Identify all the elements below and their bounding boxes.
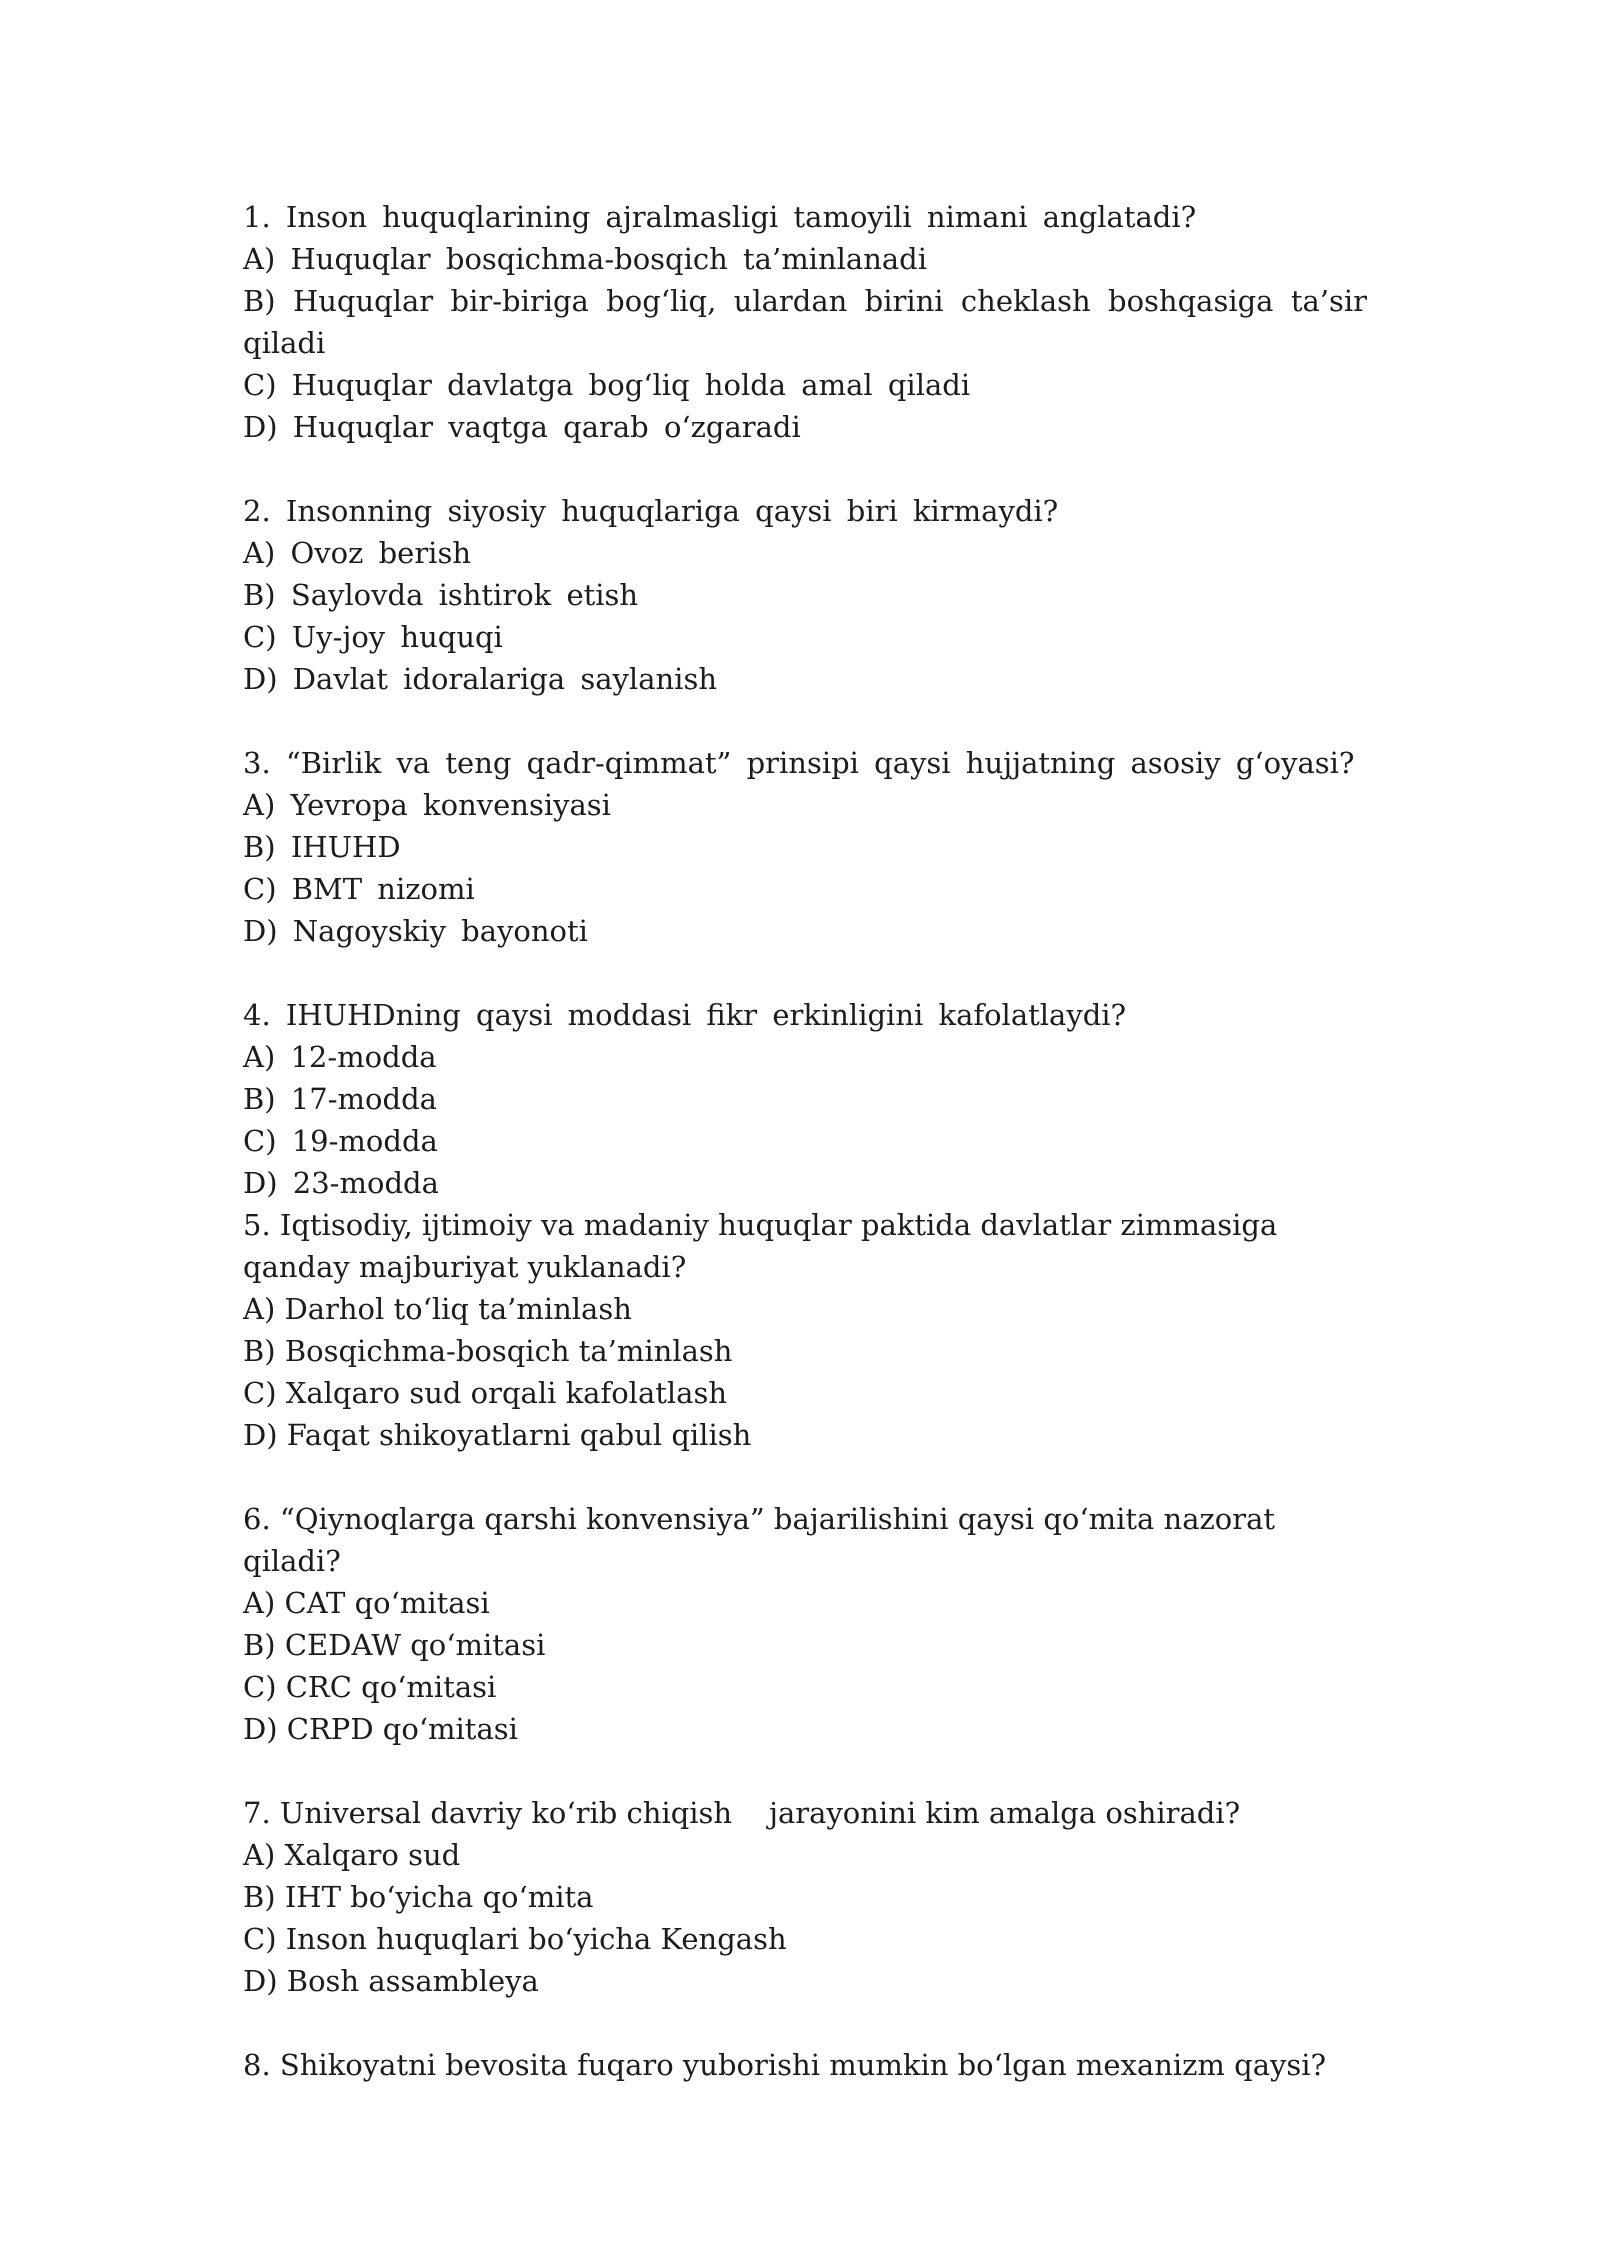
question-4-text: 4. IHUHDning qaysi moddasi fikr erkinligini kafolatlaydi? [243, 998, 1127, 1032]
question-6-option-d: D) CRPD qo‘mitasi [243, 1712, 518, 1746]
question-7 [243, 1792, 1367, 2002]
question-3 [243, 742, 1367, 952]
question-7-option-c: C) Inson huquqlari bo‘yicha Kengash [243, 1922, 787, 1956]
question-2-option-c: C) Uy-joy huquqi [243, 620, 503, 654]
question-list [243, 196, 1367, 2086]
question-7-text: 7. Universal davriy ko‘rib chiqish jarayonini kim amalga oshiradi? [243, 1796, 1241, 1830]
question-5-option-c: C) Xalqaro sud orqali kafolatlash [243, 1376, 728, 1410]
question-6-option-b: B) CEDAW qo‘mitasi [243, 1628, 546, 1662]
question-5-option-b: B) Bosqichma-bosqich ta’minlash [243, 1334, 733, 1368]
question-5-option-a: A) Darhol to‘liq ta’minlash [243, 1292, 632, 1326]
question-2-option-a: A) Ovoz berish [243, 536, 472, 570]
question-4-option-c: C) 19-modda [243, 1124, 438, 1158]
question-1-option-c: C) Huquqlar davlatga bog‘liq holda amal qiladi [243, 368, 971, 402]
question-3-option-b: B) IHUHD [243, 830, 401, 864]
question-7-option-b: B) IHT bo‘yicha qo‘mita [243, 1880, 594, 1914]
question-1-option-d: D) Huquqlar vaqtga qarab o‘zgaradi [243, 410, 801, 444]
question-4-option-a: A) 12-modda [243, 1040, 437, 1074]
question-8-text: 8. Shikoyatni bevosita fuqaro yuborishi mumkin bo‘lgan mexanizm qaysi? [243, 2048, 1327, 2082]
question-5-option-d: D) Faqat shikoyatlarni qabul qilish [243, 1418, 752, 1452]
question-3-option-a: A) Yevropa konvensiyasi [243, 788, 611, 822]
question-2-option-d: D) Davlat idoralariga saylanish [243, 662, 717, 696]
question-2-text: 2. Insonning siyosiy huquqlariga qaysi biri kirmaydi? [243, 494, 1059, 528]
question-5 [243, 1204, 1367, 1456]
question-4-option-b: B) 17-modda [243, 1082, 437, 1116]
question-6 [243, 1498, 1367, 1750]
question-3-text: 3. “Birlik va teng qadr-qimmat” prinsipi qaysi hujjatning asosiy g‘oyasi? [243, 746, 1355, 780]
question-4 [243, 994, 1367, 1204]
question-8 [243, 2044, 1367, 2086]
question-4-option-d: D) 23-modda [243, 1166, 439, 1200]
question-1-option-b: B) Huquqlar bir-biriga bog‘liq, ulardan birini cheklash boshqasiga ta’sir qiladi [243, 284, 1367, 360]
question-6-option-a: A) CAT qo‘mitasi [243, 1586, 490, 1620]
question-1-text: 1. Inson huquqlarining ajralmasligi tamoyili nimani anglatadi? [243, 200, 1197, 234]
question-1-option-a: A) Huquqlar bosqichma-bosqich ta’minlanadi [243, 242, 928, 276]
question-6-option-c: C) CRC qo‘mitasi [243, 1670, 497, 1704]
question-7-option-d: D) Bosh assambleya [243, 1964, 539, 1998]
question-7-option-a: A) Xalqaro sud [243, 1838, 461, 1872]
question-3-option-c: C) BMT nizomi [243, 872, 475, 906]
question-3-option-d: D) Nagoyskiy bayonoti [243, 914, 588, 948]
question-2-option-b: B) Saylovda ishtirok etish [243, 578, 639, 612]
question-6-text: 6. “Qiynoqlarga qarshi konvensiya” bajarilishini qaysi qo‘mita nazorat qiladi? [243, 1502, 1276, 1578]
question-5-text: 5. Iqtisodiy, ijtimoiy va madaniy huquqlar paktida davlatlar zimmasiga qanday majburiyat yuklanadi? [243, 1208, 1278, 1284]
question-1 [243, 196, 1367, 448]
question-2 [243, 490, 1367, 700]
